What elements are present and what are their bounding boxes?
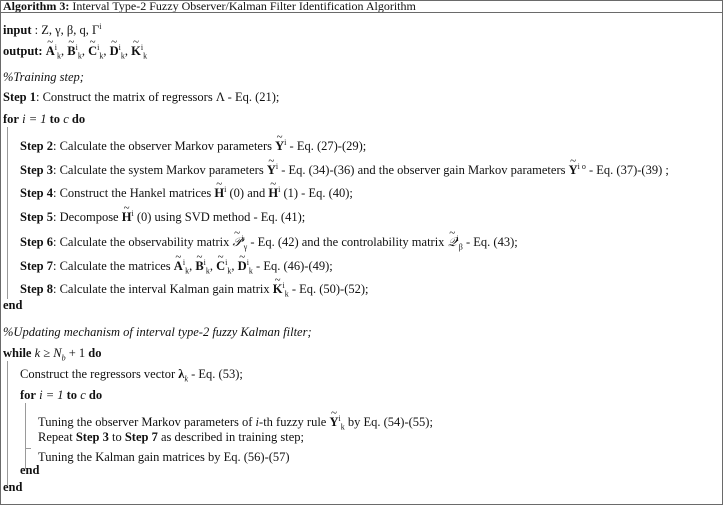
- tuning-1-mid: -th fuzzy rule: [259, 415, 327, 429]
- step-8-label: Step 8: [20, 282, 53, 296]
- step-2-line: Step 2: Calculate the observer Markov parameters ~ $Y^i$ - Eq. (27)-(29);: [20, 138, 366, 154]
- tuning-line-1: Tuning the observer Markov parameters of i-th fuzzy rule ~ $Y^i_k$ by Eq. (54)-(55);: [38, 414, 433, 430]
- step-1-label: Step 1: [3, 90, 36, 104]
- step-6-label: Step 6: [20, 235, 53, 249]
- step-3-ref2: - Eq. (37)-(39) ;: [589, 163, 669, 177]
- repeat-to: to: [111, 430, 122, 444]
- step-4-mid: (0) and: [229, 186, 266, 200]
- for-inner-line: [20, 387, 102, 403]
- step-7-text: : Calculate the matrices: [53, 259, 171, 273]
- algorithm-title: [1, 1, 722, 13]
- step-7-label: Step 7: [20, 259, 53, 273]
- step-6-text: : Calculate the observability matrix: [53, 235, 230, 249]
- for-outer-to: to: [49, 112, 61, 126]
- for-inner-rule: [25, 403, 26, 469]
- for-inner-cond: i = 1: [39, 388, 64, 402]
- while-do: do: [88, 346, 102, 360]
- step-5-line: Step 5: Decompose ~ $H^i$ (0) using SVD method - Eq. (41);: [20, 209, 305, 225]
- step-5-label: Step 5: [20, 210, 53, 224]
- step-4-line: Step 4: Construct the Hankel matrices ~ $H^i$ (0) and ~ $H^i$ (1) - Eq. (40);: [20, 185, 353, 201]
- step-3-line: Step 3: Calculate the system Markov parameters ~ $Y^i$ - Eq. (34)-(36) and the observer gain Markov parameters ~ $Y^{i o}$ - Eq. (37)-(39) ;: [20, 162, 669, 178]
- training-comment: %Training step;: [3, 70, 84, 84]
- algorithm-title-text: Interval Type-2 Fuzzy Observer/Kalman Filter Identification Algorithm: [72, 1, 416, 13]
- repeat-line: [38, 429, 304, 445]
- step-7-ref: - Eq. (46)-(49);: [256, 259, 333, 273]
- step-3-label: Step 3: [20, 163, 53, 177]
- step-2-label: Step 2: [20, 139, 53, 153]
- for-outer-rule: [7, 127, 8, 299]
- step-6-line: Step 6: Calculate the observability matrix ~ 𝒫$^i_\gamma$ - Eq. (42) and the controlability matrix ~ 𝒬$^i_\beta$ - Eq. (43);: [20, 234, 518, 250]
- for-outer-line: [3, 111, 85, 127]
- while-kw: while: [3, 346, 32, 360]
- step-3-ref1: - Eq. (34)-(36) and the observer gain Markov parameters: [281, 163, 566, 177]
- step-5-ref: (0) using SVD method - Eq. (41);: [136, 210, 306, 224]
- step-4-text: : Construct the Hankel matrices: [53, 186, 212, 200]
- step-8-ref: - Eq. (50)-(52);: [291, 282, 369, 296]
- tuning-1-pre: Tuning the observer Markov parameters of: [38, 415, 253, 429]
- step-2-ref: - Eq. (27)-(29);: [289, 139, 367, 153]
- step-5-text: : Decompose: [53, 210, 119, 224]
- for-outer-cond2: c: [63, 112, 69, 126]
- inner-sep-tick: [25, 448, 31, 449]
- for-inner-to: to: [66, 388, 78, 402]
- input-line: input : Z, γ, β, q, $\Gamma^i$: [3, 21, 102, 37]
- input-vars: : Z, γ, β, q, Γ: [34, 23, 100, 37]
- step-3-text: : Calculate the system Markov parameters: [53, 163, 264, 177]
- step-2-text: : Calculate the observer Markov parameters: [53, 139, 273, 153]
- algorithm-label: Algorithm 3:: [3, 1, 70, 13]
- step-4-ref: (1) - Eq. (40);: [283, 186, 353, 200]
- repeat-step-b: Step 7: [124, 430, 158, 444]
- for-inner-cond2: c: [80, 388, 86, 402]
- end-final: end: [3, 480, 23, 494]
- step-7-line: Step 7: Calculate the matrices ~ $A^i_k$, ~ $B^i_k$, ~ $C^i_k$, ~ $D^i_k$ - Eq. (46)-(49);: [20, 258, 333, 274]
- repeat-post: as described in training step;: [160, 430, 304, 444]
- input-keyword: input: [3, 23, 32, 37]
- updating-comment: %Updating mechanism of interval type-2 fuzzy Kalman filter;: [3, 325, 312, 339]
- step-8-line: Step 8: Calculate the interval Kalman gain matrix ~ $K^i_k$ - Eq. (50)-(52);: [20, 281, 369, 297]
- regressor-text: Construct the regressors vector: [20, 367, 176, 381]
- for-inner-do: do: [88, 388, 103, 402]
- repeat-pre: Repeat: [38, 430, 73, 444]
- output-line: output: ~ $A^i_k$, ~ $B^i_k$, ~ $C^i_k$, ~ $D^i_k$, ~ $K^i_k$: [3, 43, 147, 59]
- step-6-ref1: - Eq. (42) and the controlability matrix: [250, 235, 445, 249]
- for-outer-cond: i = 1: [22, 112, 47, 126]
- step-6-ref2: - Eq. (43);: [465, 235, 518, 249]
- for-outer-do: do: [71, 112, 86, 126]
- for-outer-kw: for: [3, 112, 19, 126]
- end-outer: end: [3, 298, 23, 312]
- regressor-line: Construct the regressors vector $\lambda_k$ - Eq. (53);: [20, 367, 243, 384]
- regressor-ref: - Eq. (53);: [191, 367, 243, 381]
- repeat-step-a: Step 3: [75, 430, 109, 444]
- tuning-1-ref: by Eq. (54)-(55);: [347, 415, 433, 429]
- while-line: while $k \ge N_b + 1$ do: [3, 346, 102, 363]
- while-cond2: + 1: [68, 346, 86, 360]
- step-1-text: : Construct the matrix of regressors Λ - Eq. (21);: [36, 90, 280, 104]
- step-4-label: Step 4: [20, 186, 53, 200]
- step-8-text: : Calculate the interval Kalman gain matrix: [53, 282, 270, 296]
- tuning-line-2: Tuning the Kalman gain matrices by Eq. (56)-(57): [38, 450, 290, 464]
- while-rule: [7, 361, 8, 485]
- step-1-line: [3, 89, 279, 105]
- for-inner-kw: for: [20, 388, 36, 402]
- end-inner: end: [20, 463, 40, 477]
- while-cond: k ≥ N: [34, 346, 62, 360]
- output-keyword: output:: [3, 44, 43, 58]
